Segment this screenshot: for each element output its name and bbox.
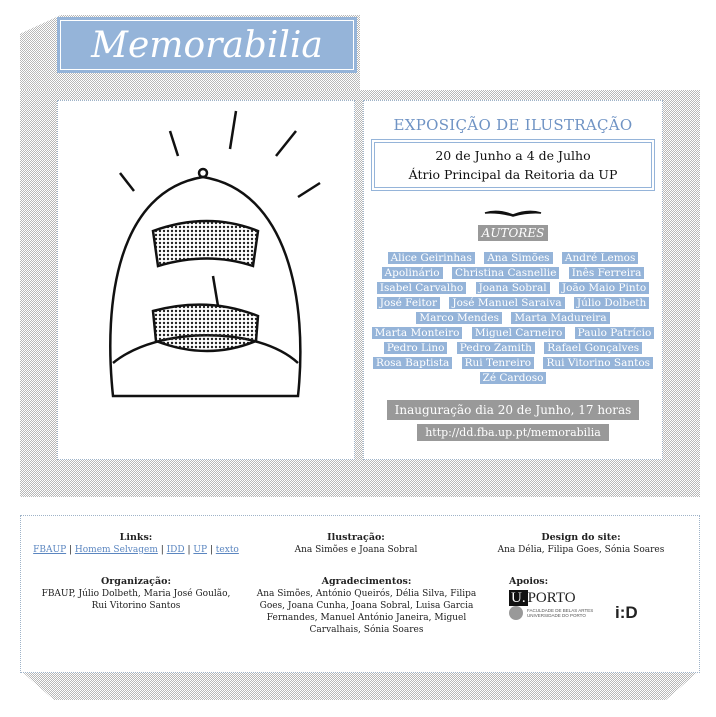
author-name: Marta Monteiro bbox=[372, 327, 463, 339]
event-heading: EXPOSIÇÃO DE ILUSTRAÇÃO bbox=[393, 116, 633, 134]
event-info-panel bbox=[363, 100, 663, 460]
fbaup-emblem-icon bbox=[509, 606, 523, 620]
organization-credits bbox=[36, 576, 236, 612]
title-text: Memorabilia bbox=[91, 24, 323, 66]
author-name: Miguel Carneiro bbox=[472, 327, 566, 339]
organization-names: FBAUP, Júlio Dolbeth, Maria José Goulão, Rui Vitorino Santos bbox=[41, 589, 231, 611]
date-venue-box bbox=[374, 142, 652, 188]
illustration-label: Ilustração: bbox=[327, 532, 385, 543]
author-name: Isabel Carvalho bbox=[377, 282, 466, 294]
author-name: André Lemos bbox=[562, 252, 639, 264]
author-name: Ana Simões bbox=[484, 252, 552, 264]
id-logo[interactable]: i:D bbox=[615, 603, 638, 622]
author-name: Marta Madureira bbox=[511, 312, 609, 324]
thanks-label: Agradecimentos: bbox=[321, 576, 412, 587]
author-name: Inês Ferreira bbox=[569, 267, 645, 279]
support-label: Apoios: bbox=[509, 576, 549, 587]
author-name: Joana Sobral bbox=[476, 282, 550, 294]
illustration-credits bbox=[246, 532, 466, 556]
event-venue: Átrio Principal da Reitoria da UP bbox=[408, 167, 618, 182]
author-name: Júlio Dolbeth bbox=[574, 297, 649, 309]
author-name: Alice Geirinhas bbox=[388, 252, 475, 264]
author-name: Christina Casnellie bbox=[452, 267, 559, 279]
footer-link[interactable]: Homem Selvagem bbox=[74, 545, 158, 555]
organization-label: Organização: bbox=[101, 576, 171, 587]
author-name: Zé Cardoso bbox=[480, 372, 547, 384]
author-name: Marco Mendes bbox=[416, 312, 502, 324]
author-name: Rosa Baptista bbox=[373, 357, 452, 369]
inauguration-banner: Inauguração dia 20 de Junho, 17 horas bbox=[387, 400, 640, 420]
author-name: Paulo Patrício bbox=[575, 327, 655, 339]
links-section bbox=[26, 532, 246, 556]
website-url[interactable]: http://dd.fba.up.pt/memorabilia bbox=[417, 424, 609, 441]
footer-link[interactable]: FBAUP bbox=[33, 545, 67, 555]
design-names: Ana Délia, Filipa Goes, Sónia Soares bbox=[497, 545, 665, 555]
site-title bbox=[57, 17, 357, 73]
design-label: Design do site: bbox=[541, 532, 621, 543]
bell-jar-dentures-illustration bbox=[58, 101, 356, 461]
thanks-credits bbox=[249, 576, 484, 636]
thanks-names: Ana Simões, António Queirós, Délia Silva, Filipa Goes, Joana Cunha, Joana Sobral, Luisa Garcia Fernandes, Manuel António Janeira, Miguel Carvalhais, Sónia Soares bbox=[256, 589, 477, 635]
illustration-panel bbox=[57, 100, 355, 460]
author-name: José Manuel Saraiva bbox=[449, 297, 564, 309]
support-section bbox=[509, 576, 638, 620]
author-name: João Maio Pinto bbox=[559, 282, 649, 294]
author-name: Apolinário bbox=[382, 267, 443, 279]
footer bbox=[20, 515, 700, 673]
authors-list bbox=[368, 251, 658, 386]
design-credits bbox=[471, 532, 691, 556]
author-name: Rafael Gonçalves bbox=[544, 342, 642, 354]
authors-label: AUTORES bbox=[478, 225, 549, 241]
footer-link[interactable]: UP bbox=[193, 545, 208, 555]
fbaup-logo[interactable]: FACULDADE DE BELAS ARTES UNIVERSIDADE DO PORTO i:D bbox=[509, 606, 638, 620]
author-name: José Feitor bbox=[377, 297, 440, 309]
author-name: Pedro Zamith bbox=[457, 342, 535, 354]
uporto-logo[interactable]: U. PORTO bbox=[511, 590, 576, 606]
author-name: Rui Tenreiro bbox=[462, 357, 534, 369]
event-dates: 20 de Junho a 4 de Julho bbox=[435, 148, 591, 163]
footer-link[interactable]: texto bbox=[215, 545, 239, 555]
footer-shadow bbox=[20, 670, 700, 700]
ornament-icon bbox=[483, 208, 543, 218]
links-label: Links: bbox=[119, 532, 153, 543]
author-name: Rui Vitorino Santos bbox=[543, 357, 653, 369]
author-name: Pedro Lino bbox=[384, 342, 448, 354]
footer-link[interactable]: IDD bbox=[166, 545, 185, 555]
illustration-names: Ana Simões e Joana Sobral bbox=[294, 545, 418, 555]
links-list: FBAUP | Homem Selvagem | IDD | UP | texto bbox=[33, 545, 239, 555]
